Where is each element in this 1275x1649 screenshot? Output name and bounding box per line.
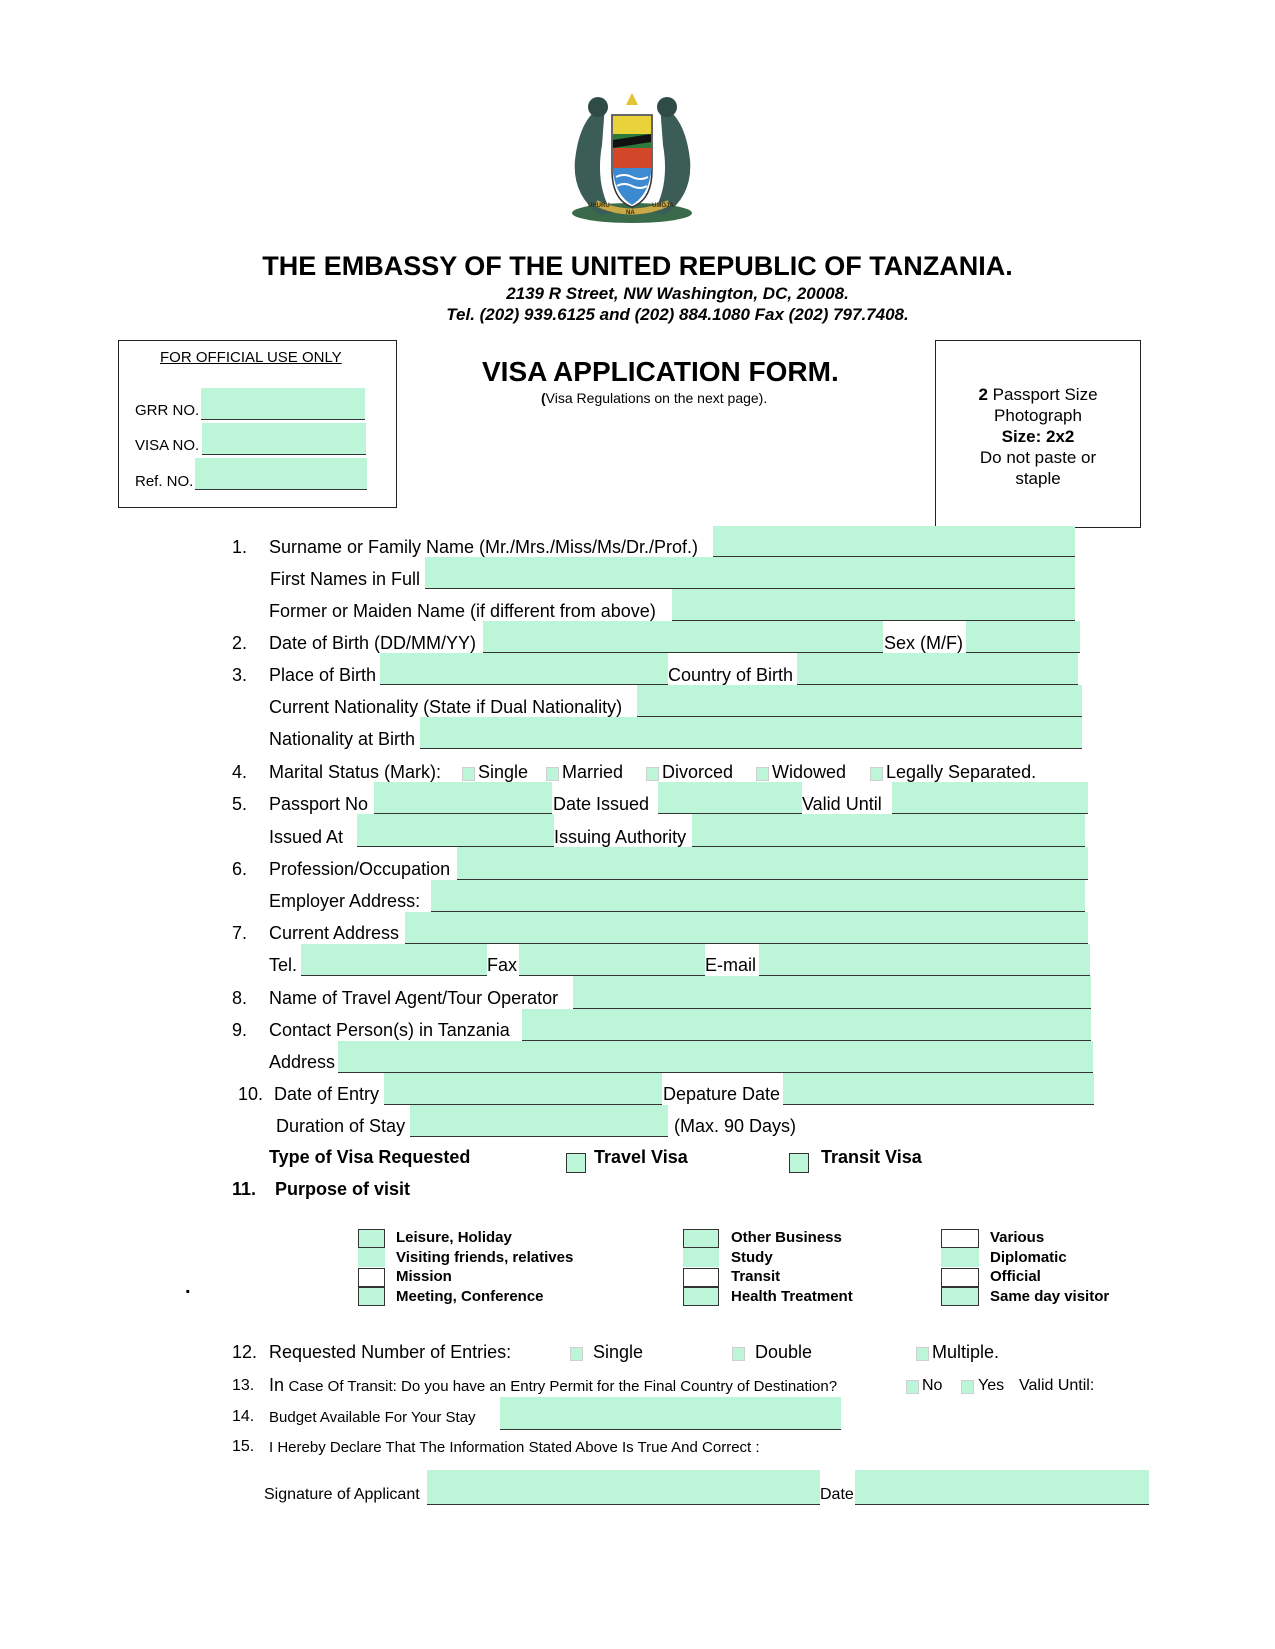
marital-widowed-label: Widowed: [772, 762, 847, 782]
purpose-same-day-label: Same day visitor: [990, 1288, 1110, 1305]
nationality-at-birth-field[interactable]: [420, 717, 1082, 749]
item-number-7: 7.: [232, 923, 248, 943]
issuing-authority-field[interactable]: [692, 814, 1085, 847]
fax-label: Fax: [487, 955, 518, 975]
departure-date-field[interactable]: [783, 1073, 1094, 1105]
purpose-mission-checkbox[interactable]: [358, 1268, 385, 1287]
current-address-label: Current Address: [269, 923, 400, 943]
embassy-contact: Tel. (202) 939.6125 and (202) 884.1080 Fax (202) 797.7408.: [446, 305, 909, 324]
marital-single-checkbox[interactable]: [462, 767, 475, 781]
surname-field[interactable]: [713, 526, 1075, 557]
entries-label: Requested Number of Entries:: [269, 1342, 512, 1362]
photo-line-5: staple: [1015, 469, 1061, 488]
purpose-other-business-checkbox[interactable]: [683, 1229, 719, 1248]
photo-instructions: [935, 384, 1141, 489]
photo-line-1-text: Passport Size: [987, 385, 1098, 404]
transit-no-label: No: [922, 1377, 943, 1394]
date-of-entry-label: Date of Entry: [274, 1084, 380, 1104]
profession-label: Profession/Occupation: [269, 859, 451, 879]
transit-valid-until-label: Valid Until:: [1019, 1377, 1095, 1394]
sex-label: Sex (M/F): [884, 633, 963, 653]
purpose-leisure-label: Leisure, Holiday: [396, 1229, 512, 1246]
purpose-visiting-checkbox[interactable]: [358, 1248, 385, 1267]
transit-visa-checkbox[interactable]: [789, 1153, 809, 1173]
purpose-health-label: Health Treatment: [731, 1288, 853, 1305]
marital-status-label: Marital Status (Mark):: [269, 762, 442, 782]
budget-label: Budget Available For Your Stay: [269, 1409, 476, 1426]
photo-line-4: Do not paste or: [979, 448, 1097, 467]
max-days-note: (Max. 90 Days): [674, 1116, 797, 1136]
marital-divorced-checkbox[interactable]: [646, 767, 659, 781]
grr-no-field[interactable]: [201, 388, 365, 420]
tel-label: Tel.: [269, 955, 298, 975]
subtitle-bracket: (: [541, 390, 546, 406]
employer-address-field[interactable]: [431, 880, 1085, 912]
purpose-meeting-checkbox[interactable]: [358, 1287, 385, 1306]
signature-field[interactable]: [427, 1470, 820, 1505]
embassy-title: THE EMBASSY OF THE UNITED REPUBLIC OF TANZANIA.: [262, 251, 1013, 281]
marital-single-label: Single: [478, 762, 529, 782]
purpose-transit-checkbox[interactable]: [683, 1268, 719, 1287]
photo-line-1: [935, 384, 1141, 405]
duration-of-stay-label: Duration of Stay: [276, 1116, 406, 1136]
passport-no-label: Passport No: [269, 794, 369, 814]
purpose-mission-label: Mission: [396, 1268, 452, 1285]
date-of-entry-field[interactable]: [384, 1073, 662, 1105]
item-number-4: 4.: [232, 762, 248, 782]
visa-type-label: Type of Visa Requested: [269, 1147, 471, 1167]
departure-date-label: Depature Date: [663, 1084, 781, 1104]
transit-question: [269, 1375, 837, 1396]
entries-single-label: Single: [593, 1342, 644, 1362]
purpose-diplomatic-checkbox[interactable]: [941, 1248, 979, 1267]
surname-label: Surname or Family Name (Mr./Mrs./Miss/Ms/Dr./Prof.): [269, 537, 699, 557]
purpose-visiting-label: Visiting friends, relatives: [396, 1249, 574, 1266]
profession-field[interactable]: [457, 847, 1088, 880]
entries-single-checkbox[interactable]: [570, 1347, 583, 1361]
purpose-label: Purpose of visit: [275, 1179, 411, 1199]
item-number-15: 15.: [232, 1438, 255, 1455]
ref-no-field[interactable]: [195, 458, 367, 490]
budget-field[interactable]: [500, 1397, 841, 1430]
dob-field[interactable]: [483, 621, 883, 653]
current-nationality-field[interactable]: [637, 685, 1082, 717]
emblem-motto-right: UMOJA: [652, 203, 674, 209]
marital-separated-label: Legally Separated.: [886, 762, 1037, 782]
item-number-12: 12.: [232, 1342, 258, 1362]
form-subtitle: [541, 390, 767, 406]
passport-no-field[interactable]: [374, 782, 552, 814]
tel-field[interactable]: [301, 944, 487, 976]
email-label: E-mail: [705, 955, 757, 975]
former-name-label: Former or Maiden Name (if different from above): [269, 601, 656, 621]
subtitle-text: Visa Regulations on the next page).: [545, 390, 768, 406]
transit-no-checkbox[interactable]: [906, 1380, 919, 1394]
coat-of-arms-emblem: [560, 85, 705, 230]
nationality-at-birth-label: Nationality at Birth: [269, 729, 416, 749]
travel-agent-label: Name of Travel Agent/Tour Operator: [269, 988, 559, 1008]
stray-dot: .: [185, 1276, 191, 1298]
visa-no-label: VISA NO.: [135, 437, 200, 454]
item-number-9: 9.: [232, 1020, 248, 1040]
purpose-leisure-checkbox[interactable]: [358, 1229, 385, 1248]
entries-multiple-checkbox[interactable]: [916, 1347, 929, 1361]
marital-widowed-checkbox[interactable]: [756, 767, 769, 781]
contact-address-field[interactable]: [338, 1041, 1093, 1073]
fax-field[interactable]: [519, 944, 705, 976]
entries-double-checkbox[interactable]: [732, 1347, 745, 1361]
purpose-various-checkbox[interactable]: [941, 1229, 979, 1248]
photo-count: 2: [978, 385, 988, 404]
signature-date-label: Date: [820, 1486, 854, 1503]
email-field[interactable]: [759, 944, 1090, 976]
item-number-2: 2.: [232, 633, 248, 653]
signature-date-field[interactable]: [855, 1470, 1149, 1505]
issued-at-field[interactable]: [357, 814, 554, 847]
purpose-study-checkbox[interactable]: [683, 1248, 719, 1267]
issuing-authority-label: Issuing Authority: [554, 827, 687, 847]
declaration-text: I Hereby Declare That The Information Stated Above Is True And Correct :: [269, 1439, 760, 1456]
item-number-10: 10.: [238, 1084, 264, 1104]
purpose-study-label: Study: [731, 1249, 773, 1266]
item-number-14: 14.: [232, 1408, 255, 1425]
grr-no-label: GRR NO.: [135, 402, 200, 419]
travel-visa-checkbox[interactable]: [566, 1153, 586, 1173]
purpose-health-checkbox[interactable]: [683, 1287, 719, 1306]
purpose-other-business-label: Other Business: [731, 1229, 842, 1246]
photo-size: Size: 2x2: [1001, 427, 1075, 446]
visa-no-field[interactable]: [202, 423, 366, 455]
duration-of-stay-field[interactable]: [410, 1105, 668, 1137]
current-address-field[interactable]: [405, 912, 1088, 944]
purpose-meeting-label: Meeting, Conference: [396, 1288, 544, 1305]
form-title: VISA APPLICATION FORM.: [482, 356, 839, 387]
contact-person-label: Contact Person(s) in Tanzania: [269, 1020, 510, 1040]
photo-line-2: Photograph: [994, 406, 1082, 425]
transit-visa-label: Transit Visa: [821, 1147, 922, 1167]
ref-no-label: Ref. NO.: [135, 473, 194, 490]
transit-question-in: In: [269, 1375, 285, 1395]
travel-agent-field[interactable]: [573, 976, 1091, 1009]
transit-question-text: Case Of Transit: Do you have an Entry Permit for the Final Country of Destination?: [288, 1378, 838, 1395]
emblem-motto-mid: NA: [626, 210, 635, 216]
purpose-various-label: Various: [990, 1229, 1045, 1246]
dob-label: Date of Birth (DD/MM/YY): [269, 633, 477, 653]
country-of-birth-field[interactable]: [797, 653, 1078, 685]
purpose-official-checkbox[interactable]: [941, 1268, 979, 1287]
purpose-transit-label: Transit: [731, 1268, 781, 1285]
official-use-heading: FOR OFFICIAL USE ONLY: [160, 349, 342, 366]
entries-multiple-label: Multiple.: [932, 1342, 1000, 1362]
issued-at-label: Issued At: [269, 827, 344, 847]
entries-double-label: Double: [755, 1342, 813, 1362]
place-of-birth-label: Place of Birth: [269, 665, 377, 685]
purpose-same-day-checkbox[interactable]: [941, 1287, 979, 1306]
item-number-5: 5.: [232, 794, 248, 814]
place-of-birth-field[interactable]: [380, 653, 668, 685]
item-number-3: 3.: [232, 665, 248, 685]
item-number-13: 13.: [232, 1377, 255, 1394]
marital-married-label: Married: [562, 762, 624, 782]
employer-address-label: Employer Address:: [269, 891, 421, 911]
transit-yes-label: Yes: [978, 1377, 1005, 1394]
valid-until-field[interactable]: [892, 782, 1088, 814]
marital-divorced-label: Divorced: [662, 762, 734, 782]
current-nationality-label: Current Nationality (State if Dual Nationality): [269, 697, 623, 717]
valid-until-label: Valid Until: [802, 794, 882, 814]
sex-field[interactable]: [966, 621, 1080, 653]
purpose-official-label: Official: [990, 1268, 1041, 1285]
travel-visa-label: Travel Visa: [594, 1147, 688, 1167]
marital-married-checkbox[interactable]: [546, 767, 559, 781]
transit-yes-checkbox[interactable]: [961, 1380, 974, 1394]
item-number-6: 6.: [232, 859, 248, 879]
date-issued-field[interactable]: [658, 782, 802, 814]
country-of-birth-label: Country of Birth: [668, 665, 794, 685]
marital-separated-checkbox[interactable]: [870, 767, 883, 781]
purpose-diplomatic-label: Diplomatic: [990, 1249, 1067, 1266]
item-number-11: 11.: [232, 1179, 257, 1199]
item-number-1: 1.: [232, 537, 248, 557]
embassy-address: 2139 R Street, NW Washington, DC, 20008.: [506, 284, 849, 303]
item-number-8: 8.: [232, 988, 248, 1008]
first-names-field[interactable]: [425, 557, 1075, 589]
signature-label: Signature of Applicant: [264, 1486, 420, 1503]
former-name-field[interactable]: [672, 589, 1075, 621]
date-issued-label: Date Issued: [553, 794, 650, 814]
first-names-label: First Names in Full: [270, 569, 421, 589]
emblem-motto-left: UHURU: [588, 203, 610, 209]
contact-address-label: Address: [269, 1052, 336, 1072]
contact-person-field[interactable]: [522, 1009, 1091, 1041]
